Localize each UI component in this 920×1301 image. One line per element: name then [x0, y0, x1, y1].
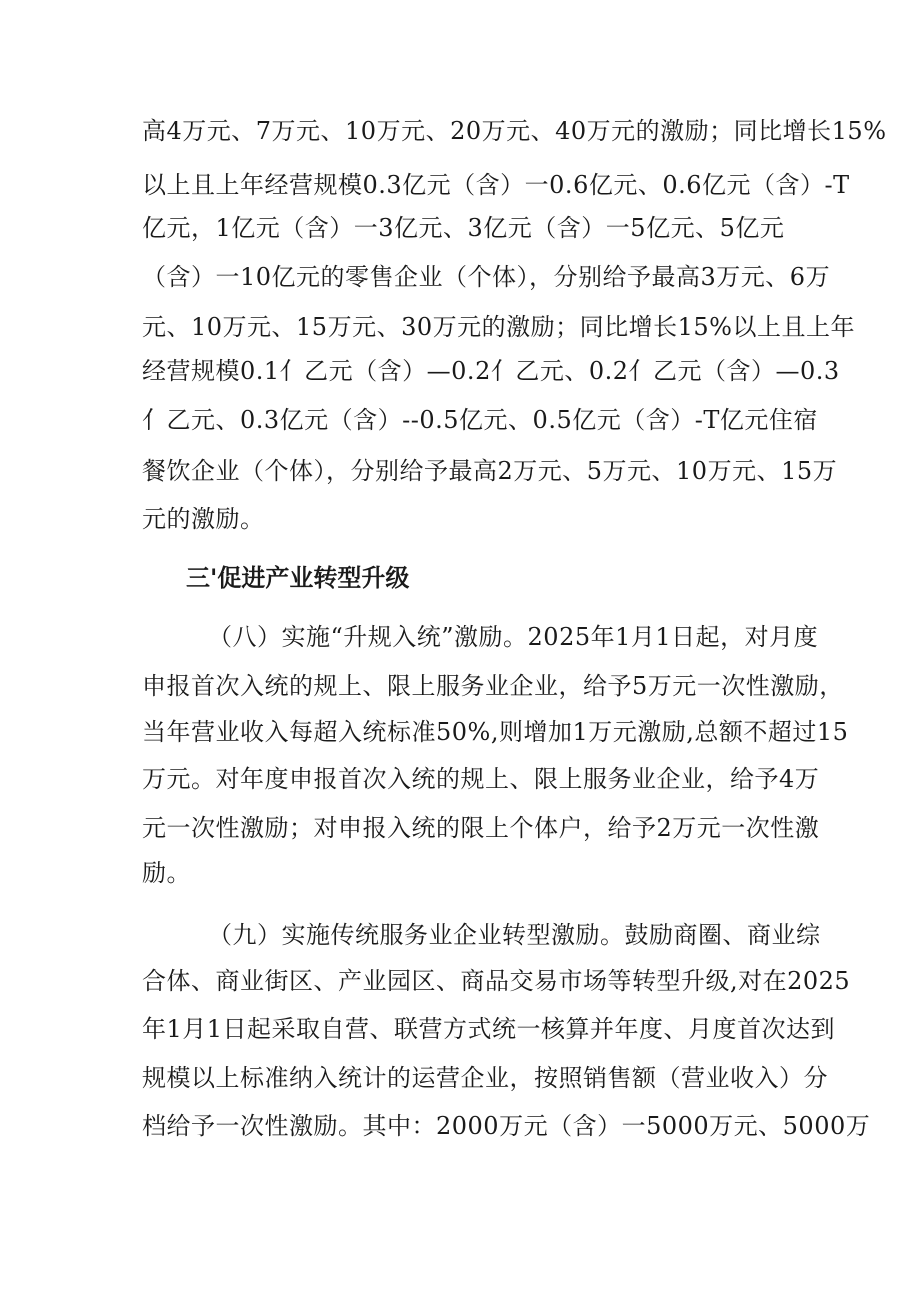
- item-9-line: 合体、商业街区、产业园区、商品交易市场等转型升级,对在2025: [142, 967, 851, 995]
- paragraph-line: 餐饮企业（个体），分别给予最高2万元、5万元、10万元、15万: [142, 457, 838, 485]
- item-8-line: （八）实施“升规入统”激励。2025年1月1日起，对月度: [208, 623, 819, 651]
- paragraph-line: 亻乙元、0.3亿元（含）--0.5亿元、0.5亿元（含）-T亿元住宿: [142, 406, 818, 434]
- paragraph-line: 经营规模0.1亻乙元（含）—0.2亻乙元、0.2亻乙元（含）—0.3: [142, 357, 840, 385]
- item-9-line: 规模以上标准纳入统计的运营企业，按照销售额（营业收入）分: [142, 1064, 828, 1092]
- paragraph-line: 元、10万元、15万元、30万元的激励；同比增长15%以上且上年: [142, 313, 855, 341]
- item-8-line: 当年营业收入每超入统标准50%,则增加1万元激励,总额不超过15: [142, 718, 849, 746]
- item-8-line: 万元。对年度申报首次入统的规上、限上服务业企业，给予4万: [142, 765, 820, 793]
- item-9-line: 档给予一次性激励。其中：2000万元（含）一5000万元、5000万: [142, 1112, 871, 1140]
- paragraph-line: 元的激励。: [142, 505, 265, 533]
- paragraph-line: 高4万元、7万元、10万元、20万元、40万元的激励；同比增长15%: [142, 117, 887, 145]
- item-8-line: 元一次性激励；对申报入统的限上个体户，给予2万元一次性激: [142, 814, 820, 842]
- item-9-line: （九）实施传统服务业企业转型激励。鼓励商圈、商业综: [208, 921, 821, 949]
- section-heading: 三'促进产业转型升级: [186, 564, 410, 592]
- paragraph-line: 以上且上年经营规模0.3亿元（含）一0.6亿元、0.6亿元（含）-T: [142, 171, 850, 199]
- paragraph-line: 亿元，1亿元（含）一3亿元、3亿元（含）一5亿元、5亿元: [142, 214, 785, 242]
- item-8-line: 励。: [142, 859, 191, 887]
- item-8-line: 申报首次入统的规上、限上服务业企业，给予5万元一次性激励，: [142, 672, 844, 700]
- item-9-line: 年1月1日起采取自营、联营方式统一核算并年度、月度首次达到: [142, 1015, 836, 1043]
- paragraph-line: （含）一10亿元的零售企业（个体），分别给予最高3万元、6万: [142, 263, 831, 291]
